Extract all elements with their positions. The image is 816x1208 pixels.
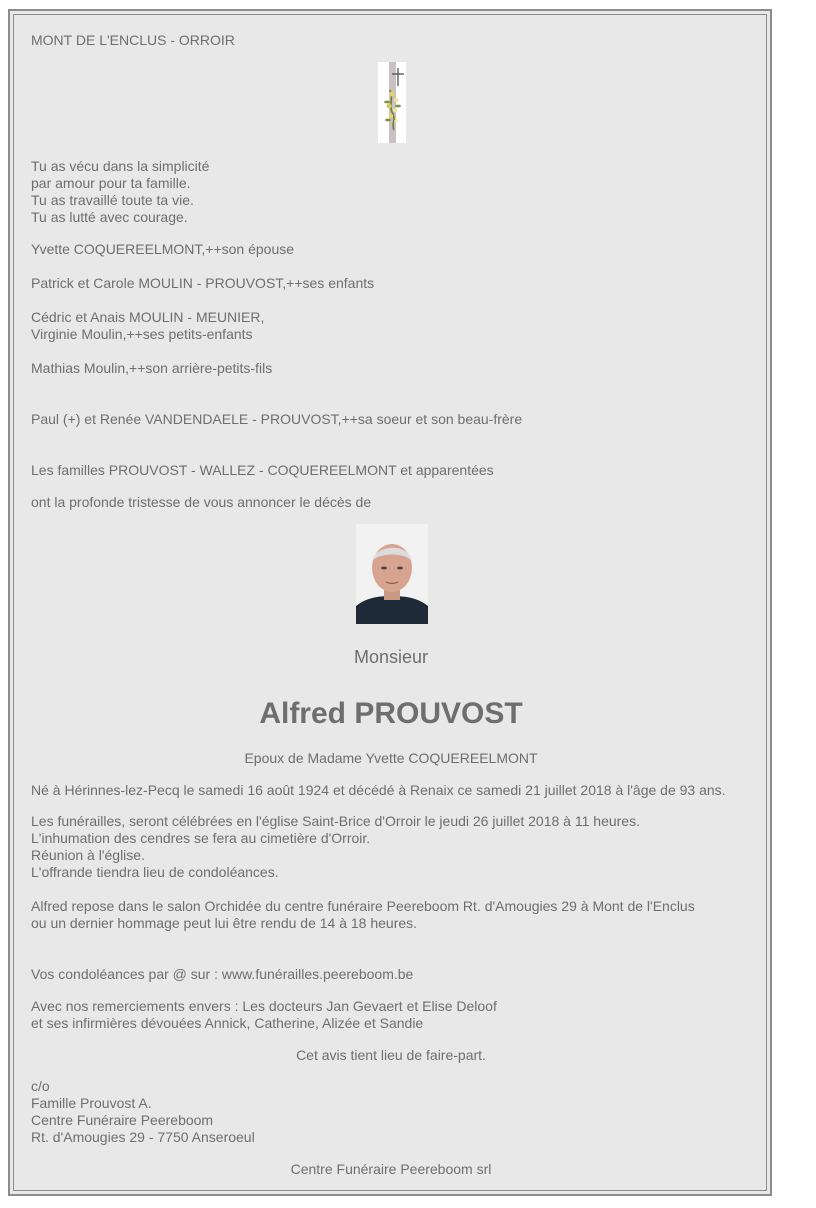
funeral-info: Réunion à l'église. [31,847,145,863]
birth-death-info: Né à Hérinnes-lez-Pecq le samedi 16 août 1924 et décédé à Renaix ce samedi 21 juillet 2018 à l'âge de 93 ans. [31,782,726,798]
thanks-info: et ses infirmières dévouées Annick, Catherine, Alizée et Sandie [31,1015,424,1031]
address-line: Famille Prouvost A. [31,1095,152,1111]
funeral-info: L'inhumation des cendres se fera au cimetière d'Orroir. [31,830,371,846]
family-grandchildren: Virginie Moulin,++ses petits-enfants [31,326,253,342]
family-spouse: Yvette COQUEREELMONT,++son épouse [31,241,295,257]
announcement: ont la profonde tristesse de vous annoncer le décès de [31,494,372,510]
poem-line: par amour pour ta famille. [31,175,191,191]
family-children: Patrick et Carole MOULIN - PROUVOST,++ses enfants [31,275,375,291]
deceased-spouse-line: Epoux de Madame Yvette COQUEREELMONT [244,750,538,766]
family-grandchildren: Cédric et Anais MOULIN - MEUNIER, [31,309,265,325]
visitation-info: ou un dernier hommage peut lui être rendu de 14 à 18 heures. [31,915,418,931]
deceased-name: Alfred PROUVOST [259,697,523,730]
visitation-info: Alfred repose dans le salon Orchidée du centre funéraire Peereboom Rt. d'Amougies 29 à Mont de l'Enclus [31,898,695,914]
address-line: c/o [31,1078,50,1094]
cross-with-flowers-icon [378,62,406,143]
poem-line: Tu as vécu dans la simplicité [31,158,210,174]
family-great-grandchildren: Mathias Moulin,++son arrière-petits-fils [31,360,273,376]
thanks-info: Avec nos remerciements envers : Les docteurs Jan Gevaert et Elise Deloof [31,998,497,1014]
poem-line: Tu as travaillé toute ta vie. [31,192,194,208]
deceased-title: Monsieur [353,647,429,667]
condolences-info: Vos condoléances par @ sur : www.funérailles.peereboom.be [31,966,414,982]
footer-company: Centre Funéraire Peereboom srl [290,1161,492,1177]
funeral-info: L'offrande tiendra lieu de condoléances. [31,864,279,880]
portrait-photo [356,524,428,624]
notice: Cet avis tient lieu de faire-part. [296,1047,486,1063]
address-line: Rt. d'Amougies 29 - 7750 Anseroeul [31,1129,255,1145]
family-relatives: Les familles PROUVOST - WALLEZ - COQUEREELMONT et apparentées [31,462,494,478]
address-line: Centre Funéraire Peereboom [31,1112,214,1128]
family-siblings: Paul (+) et Renée VANDENDAELE - PROUVOST,++sa soeur et son beau-frère [31,411,523,427]
funeral-info: Les funérailles, seront célébrées en l'église Saint-Brice d'Orroir le jeudi 26 juillet 2018 à 11 heures. [31,813,640,829]
poem-line: Tu as lutté avec courage. [31,209,188,225]
location-header: MONT DE L'ENCLUS - ORROIR [31,32,235,48]
